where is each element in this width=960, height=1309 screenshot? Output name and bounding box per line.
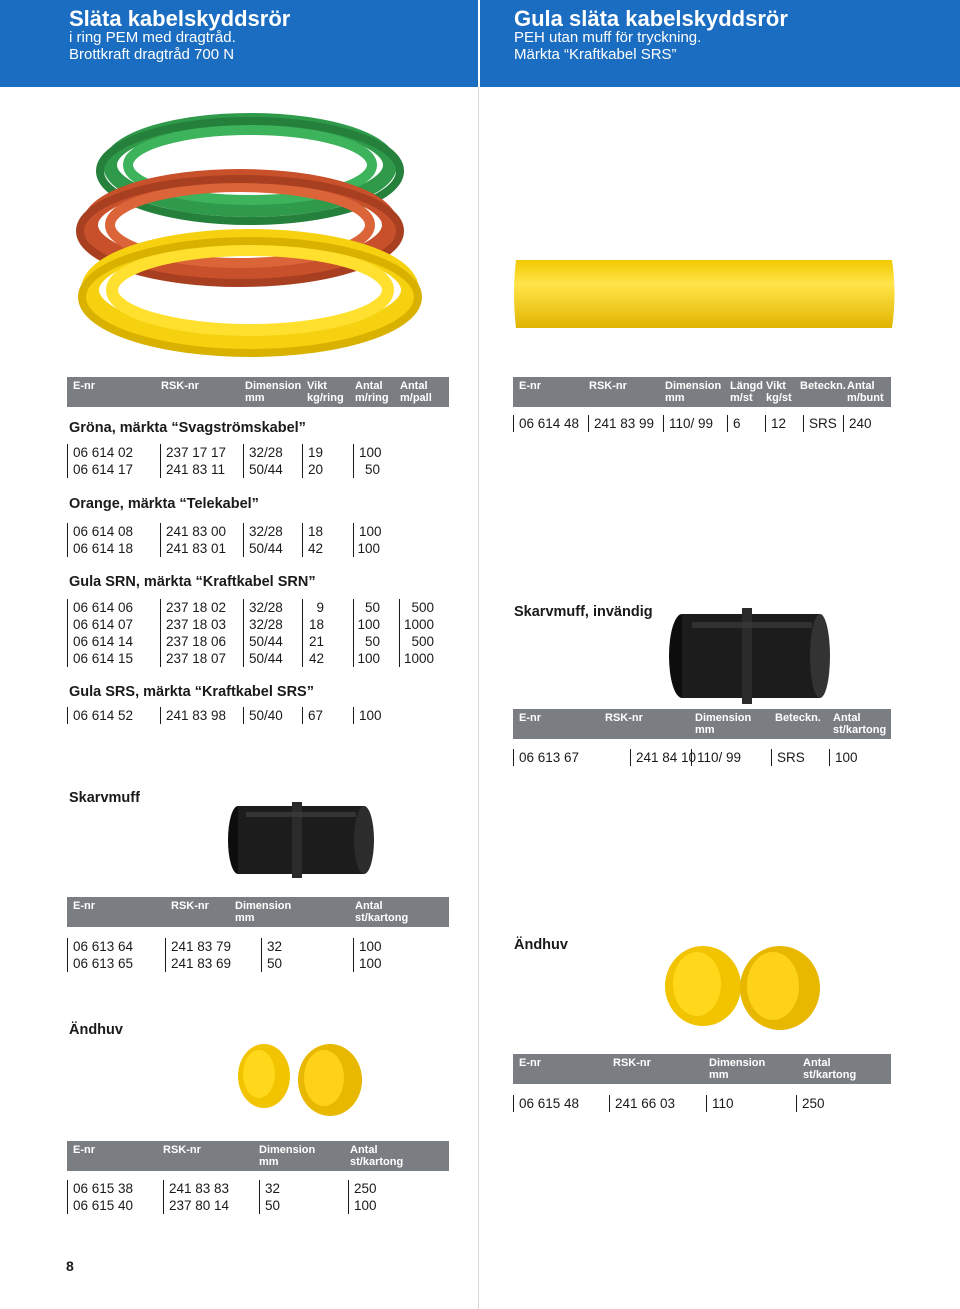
rsk-cell: 241 84 10 [630,749,696,766]
enr-cell: 06 614 14 [73,634,134,649]
dim-cell: 50 [265,1198,281,1213]
header-dimension-unit: mm [709,1069,729,1081]
header-vikt: Vikt [307,380,327,392]
andhuv-right-title: Ändhuv [514,937,568,953]
header-enr: E-nr [73,380,95,392]
header-dimension-unit: mm [665,392,685,404]
weight-cell: 18 [302,523,323,557]
left-subtitle-2: Brottkraft dragtråd 700 N [69,46,235,63]
antal-ring-cell: 100 [353,707,380,724]
header-enr: E-nr [73,1144,95,1156]
header-vikt-unit: kg/ring [307,392,344,404]
enr-cell: 06 613 64 [67,938,133,972]
enr-cell: 06 614 02 [67,444,133,478]
enr-cell: 06 614 17 [73,462,134,477]
header-rsknr: RSK-nr [161,380,199,392]
header-dimension-unit: mm [259,1156,279,1168]
header-enr: E-nr [519,1057,541,1069]
enr-cell: 06 614 52 [67,707,133,724]
enr-cell: 06 614 07 [73,617,134,632]
coupling-image [226,798,376,878]
weight-cell: 19 [302,444,323,478]
srs-table-header [513,377,891,407]
length-cell: 6 [727,415,741,432]
enr-cell: 06 613 67 [513,749,579,766]
skarvmuff-invandig-title: Skarvmuff, invändig [514,604,653,620]
antal-cell: 100 [829,749,858,766]
dim-cell: 32 [261,938,282,972]
antal-pall-cell: 500 [411,600,434,615]
dim-cell: 110 [706,1095,734,1112]
header-antal: Antal [355,900,383,912]
dim-cell: 50/44 [249,541,283,556]
header-antal-unit: st/kartong [833,724,887,736]
dim-cell: 50 [267,956,283,971]
rsk-cell: 241 66 03 [609,1095,675,1112]
rsk-cell: 237 18 07 [166,651,227,666]
end-caps-large-image [655,938,835,1038]
enr-cell: 06 614 08 [67,523,133,557]
antal-ring-cell: 100 [357,541,380,556]
header-dimension-unit: mm [235,912,255,924]
column-rule [399,599,400,667]
left-title: Släta kabelskyddsrör [69,6,291,31]
antal-ring-cell: 50 [364,600,380,615]
pipe-coils-image [60,105,440,360]
rsk-cell: 241 83 11 [166,462,226,477]
rsk-cell: 237 18 03 [166,617,227,632]
column-divider [478,87,479,1309]
antal-pall-cell: 500 [411,634,434,649]
dim-cell: 50/40 [243,707,283,724]
header-rsknr: RSK-nr [163,1144,201,1156]
rsk-cell: 241 83 98 [160,707,226,724]
rsk-cell: 237 80 14 [169,1198,230,1213]
dim-cell: 110/ 99 [663,415,713,432]
left-subtitle-1: i ring PEM med dragtråd. [69,29,236,46]
header-antal: Antal [350,1144,378,1156]
header-rsknr: RSK-nr [605,712,643,724]
yellow-coil [82,238,418,353]
enr-cell: 06 615 38 [67,1180,133,1214]
antal-ring-cell: 100 [357,617,380,632]
weight-cell: 9 [316,600,324,615]
header-langd: Längd [730,380,763,392]
header-antal-unit: st/kartong [803,1069,857,1081]
weight-cell: 42 [308,541,324,556]
dim-cell: 32/28 [243,523,283,557]
header-antal-ring: Antal [355,380,383,392]
header-dimension-unit: mm [245,392,265,404]
ring-table-header [67,377,449,407]
column-rule [243,599,244,667]
column-rule [160,599,161,667]
header-beteckn: Beteckn. [800,380,846,392]
header-antal-unit: st/kartong [355,912,409,924]
header-antal-pall-unit: m/pall [400,392,432,404]
column-rule [67,599,68,667]
header-antal-pall: Antal [400,380,428,392]
banner-divider [478,0,480,87]
rsk-cell: 237 18 02 [166,600,227,615]
rsk-cell: 241 83 83 [163,1180,229,1214]
column-rule [302,599,303,667]
header-beteckn: Beteckn. [775,712,821,724]
enr-cell: 06 614 06 [73,600,134,615]
antal-cell: 100 [354,1198,377,1213]
dim-cell: 32/28 [249,600,283,615]
enr-cell: 06 615 48 [513,1095,579,1112]
header-langd-unit: m/st [730,392,753,404]
rsk-cell: 237 17 17 [160,444,226,478]
end-caps-small-image [232,1038,372,1118]
skarvmuff-inv-header [513,709,891,739]
right-subtitle-1: PEH utan muff för tryckning. [514,29,702,46]
weight-cell: 18 [308,617,324,632]
header-rsknr: RSK-nr [171,900,209,912]
dim-cell: 50/44 [249,651,283,666]
rsk-cell: 241 83 79 [165,938,231,972]
antal-cell: 100 [353,938,382,972]
antal-ring-cell: 50 [364,634,380,649]
header-dimension: Dimension [709,1057,766,1069]
header-antal-unit: m/bunt [847,392,884,404]
dim-cell: 110/ 99 [691,749,741,766]
header-enr: E-nr [519,712,541,724]
enr-cell: 06 614 48 [513,415,579,432]
weight-cell: 42 [308,651,324,666]
andhuv-left-header [67,1141,449,1171]
skarvmuff-header [67,897,449,927]
header-antal: Antal [847,380,875,392]
group-title-srs: Gula SRS, märkta “Kraftkabel SRS” [69,684,314,700]
header-enr: E-nr [73,900,95,912]
header-rsknr: RSK-nr [589,380,627,392]
header-vikt: Vikt [766,380,786,392]
weight-cell: 12 [765,415,786,432]
header-dimension: Dimension [259,1144,316,1156]
header-dimension: Dimension [245,380,302,392]
weight-cell: 21 [308,634,324,649]
antal-ring-cell: 50 [364,462,380,477]
dim-cell: 50/44 [249,634,283,649]
header-antal-unit: st/kartong [350,1156,404,1168]
andhuv-right-header [513,1054,891,1084]
group-title-srn: Gula SRN, märkta “Kraftkabel SRN” [69,574,316,590]
dim-cell: 32 [259,1180,280,1214]
antal-cell: 100 [359,956,382,971]
weight-cell: 67 [302,707,323,724]
antal-pall-cell: 1000 [403,617,434,632]
antal-pall-cell: 1000 [403,651,434,666]
rsk-cell: 237 18 06 [166,634,227,649]
weight-cell: 20 [308,462,324,477]
enr-cell: 06 615 40 [73,1198,134,1213]
antal-ring-cell: 100 [357,651,380,666]
skarvmuff-title: Skarvmuff [69,790,140,806]
right-title: Gula släta kabelskyddsrör [514,6,788,31]
dim-cell: 32/28 [243,444,283,478]
header-dimension: Dimension [235,900,292,912]
header-antal: Antal [803,1057,831,1069]
antal-cell: 240 [843,415,872,432]
andhuv-left-title: Ändhuv [69,1022,123,1038]
header-vikt-unit: kg/st [766,392,792,404]
header-dimension-unit: mm [695,724,715,736]
enr-cell: 06 613 65 [73,956,134,971]
yellow-pipe-image [512,258,897,330]
antal-cell: 250 [348,1180,377,1214]
header-enr: E-nr [519,380,541,392]
antal-ring-cell: 100 [353,523,380,557]
header-antal: Antal [833,712,861,724]
designation-cell: SRS [803,415,837,432]
rsk-cell: 241 83 69 [171,956,232,971]
designation-cell: SRS [771,749,805,766]
group-title-orange: Orange, märkta “Telekabel” [69,496,259,512]
enr-cell: 06 614 18 [73,541,134,556]
header-rsknr: RSK-nr [613,1057,651,1069]
header-antal-ring-unit: m/ring [355,392,389,404]
antal-cell: 250 [796,1095,825,1112]
header-dimension: Dimension [695,712,752,724]
right-subtitle-2: Märkta “Kraftkabel SRS” [514,46,677,63]
antal-ring-cell: 100 [353,444,380,478]
rsk-cell: 241 83 01 [166,541,227,556]
rsk-cell: 241 83 99 [588,415,654,432]
dim-cell: 32/28 [249,617,283,632]
rsk-cell: 241 83 00 [160,523,226,557]
page-number: 8 [66,1258,74,1274]
group-title-green: Gröna, märkta “Svagströmskabel” [69,420,306,436]
enr-cell: 06 614 15 [73,651,134,666]
inner-coupling-image [662,604,832,704]
header-dimension: Dimension [665,380,722,392]
dim-cell: 50/44 [249,462,283,477]
